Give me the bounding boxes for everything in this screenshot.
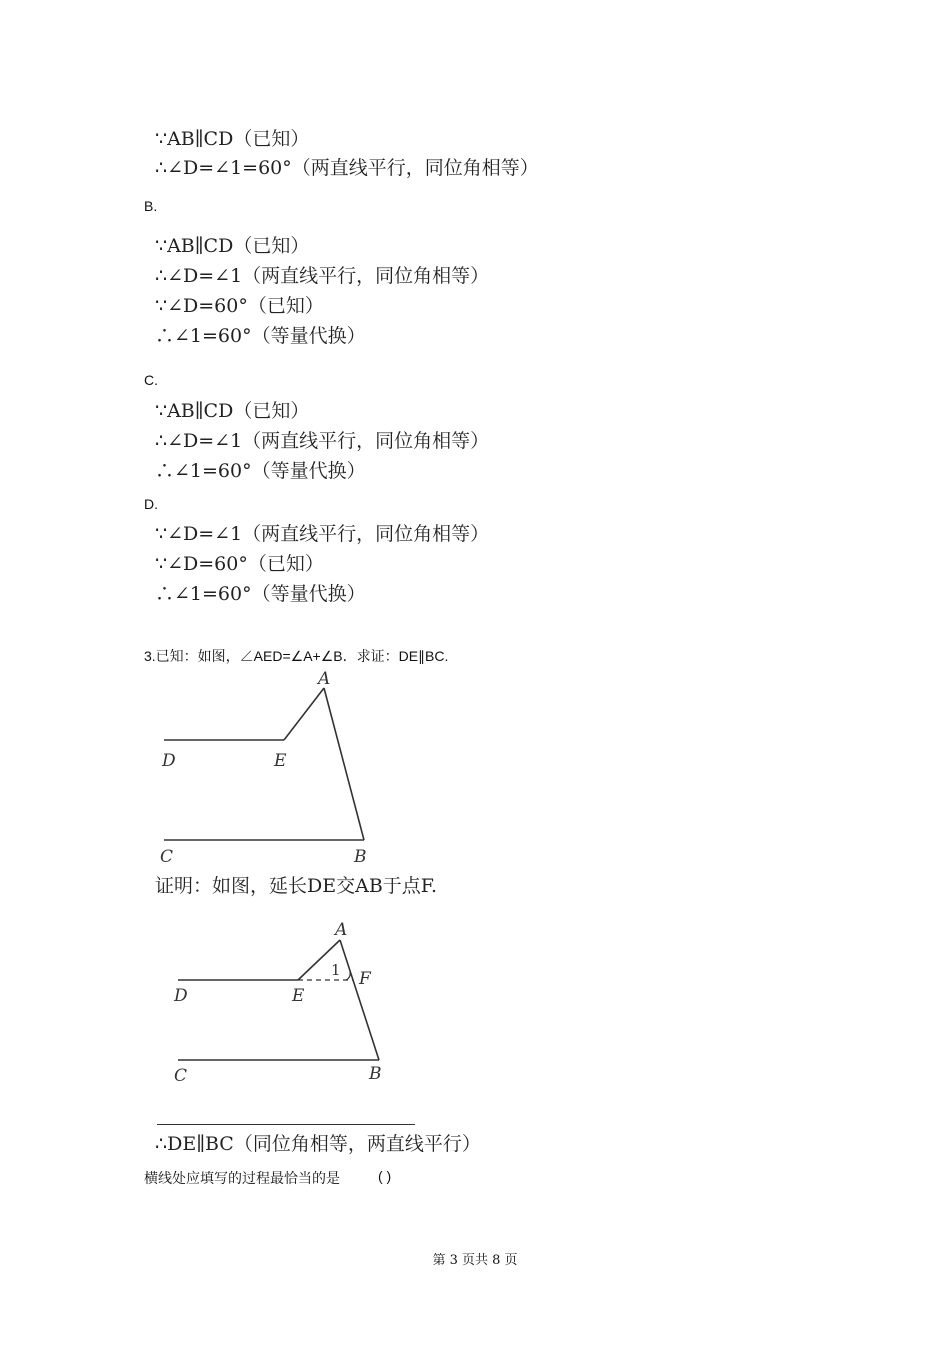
- page-footer: 第 3 页共 8 页: [432, 1253, 518, 1268]
- fill-in-blank-line: [157, 1124, 415, 1125]
- figure-1: [150, 668, 410, 868]
- answer-bracket: ( ): [378, 1168, 392, 1184]
- segment-ea: [284, 688, 324, 740]
- proof-conclusion: ∴DE∥BC（同位角相等，两直线平行）: [155, 1133, 481, 1155]
- option-d-line-3: ∴∠1=60°（等量代换）: [155, 583, 366, 605]
- segment-ab: [324, 688, 364, 840]
- label-e: E: [292, 986, 305, 1006]
- label-d: D: [174, 986, 188, 1006]
- segment-ab: [340, 940, 379, 1060]
- option-b-line-1: ∵AB∥CD（已知）: [155, 235, 310, 257]
- question-prompt: 横线处应填写的过程最恰当的是: [144, 1170, 340, 1186]
- label-e: E: [274, 751, 287, 771]
- option-d-line-1: ∵∠D=∠1（两直线平行，同位角相等）: [155, 523, 490, 545]
- proof-intro: 证明：如图，延长DE交AB于点F.: [155, 875, 438, 897]
- option-a-line-2: ∴∠D=∠1=60°（两直线平行，同位角相等）: [155, 157, 539, 179]
- option-a-line-1: ∵AB∥CD（已知）: [155, 128, 310, 150]
- question-3-text: 3.已知：如图，∠AED=∠A+∠B．求证：DE∥BC.: [144, 648, 449, 664]
- label-angle-1: 1: [331, 961, 341, 979]
- angle-1-arc: [346, 972, 350, 980]
- option-c-line-2: ∴∠D=∠1（两直线平行，同位角相等）: [155, 430, 490, 452]
- option-b-line-2: ∴∠D=∠1（两直线平行，同位角相等）: [155, 265, 490, 287]
- option-d-line-2: ∵∠D=60°（已知）: [155, 553, 324, 575]
- label-d: D: [162, 751, 176, 771]
- label-f: F: [359, 969, 371, 989]
- option-c-label: C.: [144, 372, 158, 388]
- option-c-line-3: ∴∠1=60°（等量代换）: [155, 460, 366, 482]
- label-b: B: [369, 1064, 382, 1084]
- option-c-line-1: ∵AB∥CD（已知）: [155, 400, 310, 422]
- option-b-label: B.: [144, 198, 158, 214]
- label-c: C: [160, 847, 174, 867]
- figure-2: [160, 918, 420, 1098]
- label-c: C: [174, 1066, 188, 1086]
- option-b-line-4: ∴∠1=60°（等量代换）: [155, 325, 366, 347]
- label-a: A: [318, 669, 331, 689]
- option-d-label: D.: [144, 496, 158, 512]
- label-a: A: [335, 920, 348, 940]
- option-b-line-3: ∵∠D=60°（已知）: [155, 295, 324, 317]
- label-b: B: [354, 847, 367, 867]
